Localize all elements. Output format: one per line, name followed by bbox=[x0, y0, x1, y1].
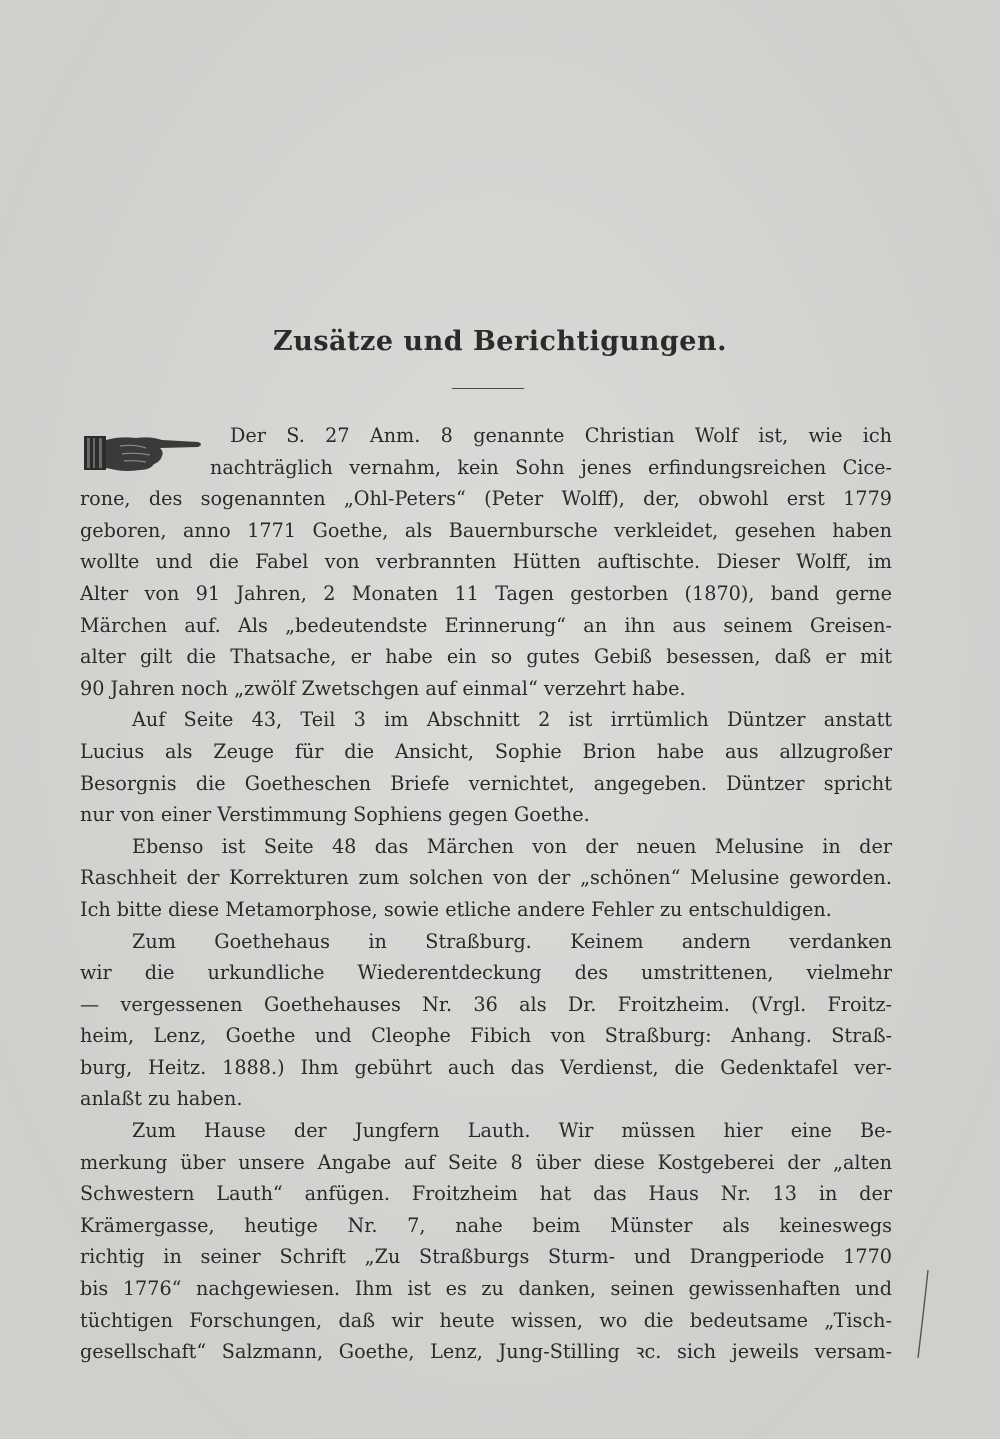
text-line: nur von einer Verstimmung Sophiens gegen Goethe. bbox=[80, 803, 590, 827]
body-text bbox=[80, 420, 892, 1368]
text-line: Schwestern Lauth“ anfügen. Froitzheim hat das Haus Nr. 13 in der bbox=[80, 1182, 892, 1206]
text-line: anlaßt zu haben. bbox=[80, 1087, 243, 1111]
text-line: tüchtigen Forschungen, daß wir heute wissen, wo die bedeutsame „Tisch- bbox=[80, 1308, 892, 1332]
text-line: burg, Heitz. 1888.) Ihm gebührt auch das Verdienst, die Gedenktafel ver- bbox=[80, 1055, 892, 1079]
text-line: wir die urkundliche Wiederentdeckung des umstrittenen, vielmehr bbox=[80, 961, 892, 985]
text-line: heim, Lenz, Goethe und Cleophe Fibich von Straßburg: Anhang. Straß- bbox=[80, 1024, 892, 1048]
text-line: geboren, anno 1771 Goethe, als Bauernbursche verkleidet, gesehen haben bbox=[80, 518, 892, 542]
text-line: Der S. 27 Anm. 8 genannte Christian Wolf ist, wie ich bbox=[230, 424, 892, 447]
text-line: Raschheit der Korrekturen zum solchen von der „schönen“ Melusine geworden. bbox=[80, 866, 892, 890]
text-line: Märchen auf. Als „bedeutendste Erinnerung“ an ihn aus seinem Greisen- bbox=[80, 613, 892, 637]
text-line: Besorgnis die Goetheschen Briefe vernichtet, angegeben. Düntzer spricht bbox=[80, 771, 892, 795]
page-title: Zusätze und Berichtigungen. bbox=[273, 326, 727, 357]
text-line: Auf Seite 43, Teil 3 im Abschnitt 2 ist irrtümlich Düntzer anstatt bbox=[132, 708, 892, 732]
text-line: richtig in seiner Schrift „Zu Straßburgs Sturm- und Drangperiode 1770 bbox=[80, 1245, 892, 1269]
text-line: Zum Hause der Jungfern Lauth. Wir müssen hier eine Be- bbox=[132, 1119, 892, 1143]
text-line: Krämergasse, heutige Nr. 7, nahe beim Münster als keineswegs bbox=[80, 1213, 892, 1237]
text-line: rone, des sogenannten „Ohl-Peters“ (Peter Wolff), der, obwohl erst 1779 bbox=[80, 487, 892, 511]
text-line: Ebenso ist Seite 48 das Märchen von der neuen Melusine in der bbox=[132, 834, 892, 858]
text-line: alter gilt die Thatsache, er habe ein so gutes Gebiß besessen, daß er mit bbox=[80, 645, 892, 669]
text-line: Ich bitte diese Metamorphose, sowie etliche andere Fehler zu entschuldigen. bbox=[80, 897, 832, 921]
text-line: Zum Goethehaus in Straßburg. Keinem andern verdanken bbox=[132, 929, 892, 953]
margin-pencil-mark bbox=[912, 1268, 932, 1360]
text-line: merkung über unsere Angabe auf Seite 8 über diese Kostgeberei der „alten bbox=[80, 1150, 892, 1174]
text-line: nachträglich vernahm, kein Sohn jenes erfindungsreichen Cice- bbox=[210, 455, 892, 479]
text-line: — vergessenen Goethehauses Nr. 36 als Dr. Froitzheim. (Vrgl. Froitz- bbox=[80, 992, 892, 1016]
text-line: wollte und die Fabel von verbrannten Hütten auftischte. Dieser Wolff, im bbox=[80, 550, 892, 574]
text-line: gesellschaft“ Salzmann, Goethe, Lenz, Jung-Stilling ꝛc. sich jeweils versam- bbox=[80, 1340, 892, 1364]
text-line: 90 Jahren noch „zwölf Zwetschgen auf einmal“ verzehrt habe. bbox=[80, 676, 686, 700]
text-line: bis 1776“ nachgewiesen. Ihm ist es zu danken, seinen gewissenhaften und bbox=[80, 1277, 892, 1301]
title-rule bbox=[452, 388, 524, 389]
text-line: Alter von 91 Jahren, 2 Monaten 11 Tagen gestorben (1870), band gerne bbox=[80, 581, 892, 605]
text-line: Lucius als Zeuge für die Ansicht, Sophie Brion habe aus allzugroßer bbox=[80, 739, 892, 763]
